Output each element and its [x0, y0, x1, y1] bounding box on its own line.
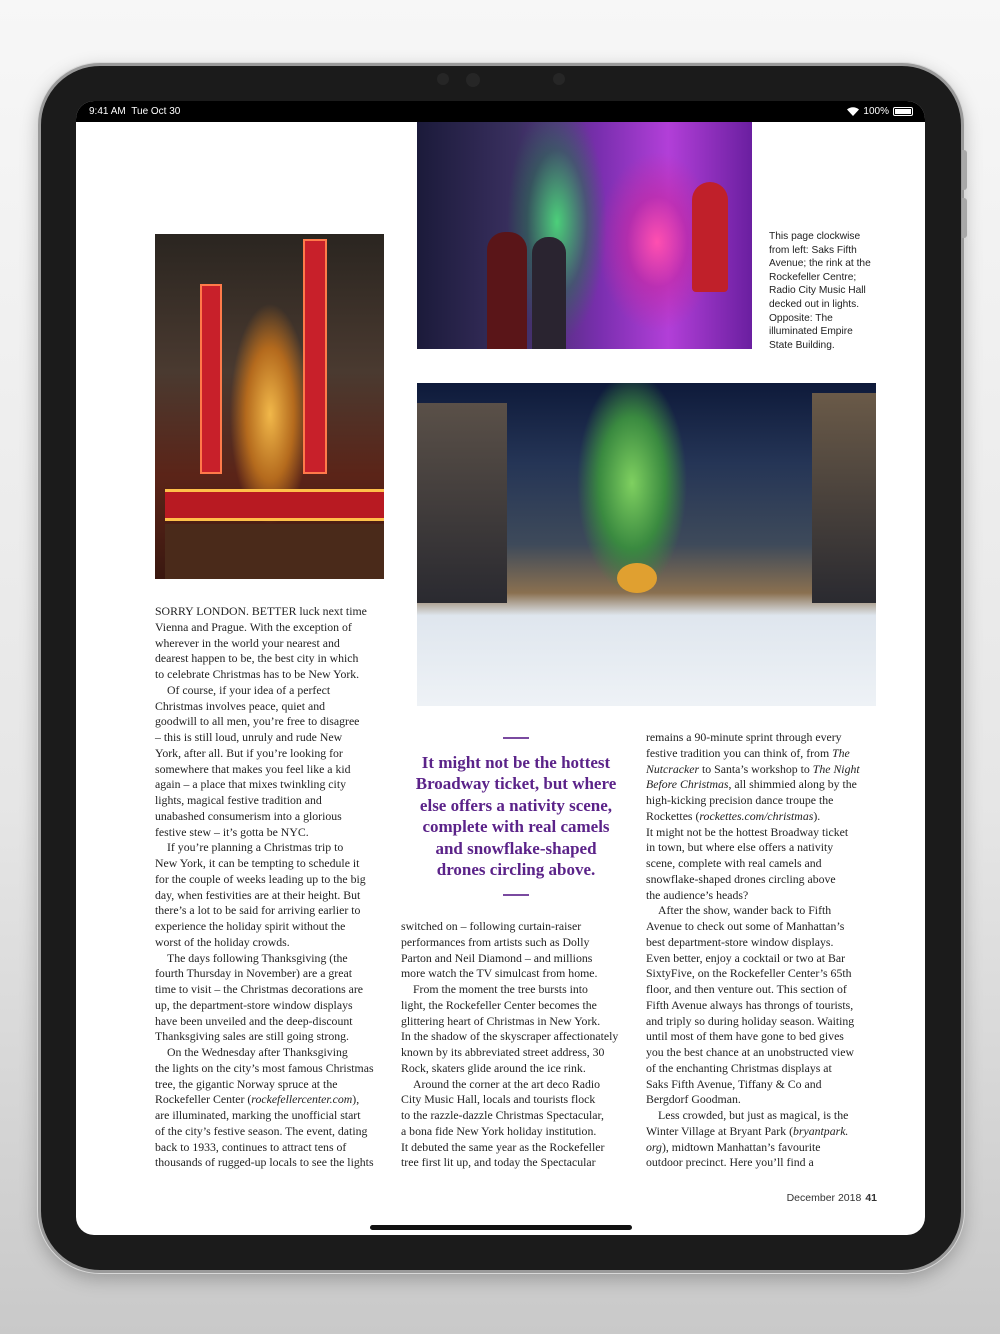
- pull-quote-text: else offers a nativity scene,: [419, 795, 613, 815]
- text-line-content: tree, the gigantic Norway spruce at the: [155, 1076, 338, 1091]
- text-line: [646, 1029, 876, 1045]
- text-line-content: It might not be the hottest Broadway ticket: [646, 824, 849, 839]
- text-line: [155, 1077, 385, 1093]
- text-line: [646, 1077, 876, 1093]
- text-line: [155, 951, 385, 967]
- text-line: [646, 856, 876, 872]
- text-line-content: Of course, if your idea of a perfect: [167, 682, 331, 697]
- text-line-content: On the Wednesday after Thanksgiving: [167, 1045, 348, 1059]
- text-line-content: City Music Hall, locals and tourists flock: [401, 1092, 596, 1107]
- text-line-content: After the show, wander back to Fifth: [658, 903, 832, 918]
- rockefeller-rink-photo: [417, 383, 876, 706]
- text-line-content: [646, 746, 850, 762]
- text-line: [401, 919, 631, 935]
- text-line: [646, 1140, 876, 1156]
- text-line: [401, 951, 631, 967]
- text-line-content: SixtyFive, on the Rockefeller Center’s 65th: [646, 966, 852, 981]
- text-line: [646, 746, 876, 762]
- text-line-content: for the couple of weeks leading up to the big: [155, 871, 366, 886]
- pull-quote: [410, 752, 622, 880]
- text-line: [155, 903, 385, 919]
- pull-quote-line: [410, 859, 622, 880]
- text-run: , all shimmied along by the: [728, 777, 857, 792]
- text-line: [155, 1140, 385, 1156]
- text-line: [155, 714, 385, 730]
- battery-percent: 100%: [863, 106, 889, 117]
- text-line-content: [646, 1124, 848, 1140]
- text-line: [646, 1061, 876, 1077]
- text-run: Rockettes (: [646, 808, 700, 823]
- text-line: [646, 793, 876, 809]
- text-line: [155, 872, 385, 888]
- text-line: [646, 982, 876, 998]
- pull-quote-text: drones circling above.: [436, 859, 596, 879]
- text-line: [646, 872, 876, 888]
- text-line: [155, 604, 385, 620]
- text-line: [401, 1092, 631, 1108]
- text-line-content: goodwill to all men, you’re free to disagree: [155, 714, 360, 729]
- pull-quote-rule-bottom: [503, 894, 529, 896]
- text-line-content: [646, 762, 860, 778]
- issue-date: December 2018: [786, 1192, 862, 1204]
- text-line: [646, 1124, 876, 1140]
- text-line-content: Bergdorf Goodman.: [646, 1092, 741, 1107]
- caption-line: Avenue; the rink at the: [769, 258, 871, 270]
- italic-text: Nutcracker: [646, 761, 700, 776]
- text-line: [646, 809, 876, 825]
- volume-up-button[interactable]: [962, 150, 967, 190]
- camera-icon: [466, 73, 480, 87]
- text-line-content: fourth Thursday in November) are a great: [155, 966, 352, 981]
- text-line-content: of the city’s festive season. The event, dating: [155, 1123, 368, 1138]
- text-line-content: tree first lit up, and today the Spectacular: [401, 1155, 596, 1170]
- text-line-content: From the moment the tree bursts into: [413, 982, 588, 996]
- text-line-content: again – a place that mixes twinkling city: [155, 777, 346, 792]
- text-line: [155, 636, 385, 652]
- text-line: [646, 762, 876, 778]
- italic-text: The: [832, 745, 850, 760]
- text-line-content: there’s a lot to be said for arriving earlier to: [155, 903, 361, 918]
- text-line: [401, 1108, 631, 1124]
- sensor-icon: [553, 73, 565, 85]
- text-line-content: thousands of rugged-up locals to see the lights: [155, 1155, 374, 1170]
- text-line: [646, 1108, 876, 1124]
- status-time-date: [89, 106, 180, 117]
- pull-quote-line: [410, 773, 622, 794]
- text-line: [155, 1092, 385, 1108]
- text-line: [401, 1077, 631, 1093]
- text-line: [155, 793, 385, 809]
- text-line: [646, 888, 876, 904]
- text-line: [155, 888, 385, 904]
- text-line-content: worst of the holiday crowds.: [155, 934, 290, 949]
- text-line-content: in town, but where else offers a nativity: [646, 840, 834, 855]
- text-line: [155, 1124, 385, 1140]
- text-line: [646, 777, 876, 793]
- text-line: [646, 825, 876, 841]
- text-run: to Santa’s workshop to: [699, 761, 813, 776]
- text-line-content: switched on – following curtain-raiser: [401, 919, 582, 933]
- text-line: [155, 1014, 385, 1030]
- text-line-content: [646, 809, 820, 825]
- text-line: [155, 1045, 385, 1061]
- text-line: [155, 966, 385, 982]
- text-line: [155, 919, 385, 935]
- text-line: [155, 1061, 385, 1077]
- article-column-1: [155, 604, 385, 1171]
- caption-line: Rockefeller Centre;: [769, 271, 857, 283]
- text-line: [646, 966, 876, 982]
- text-line: [401, 998, 631, 1014]
- text-line-content: light, the Rockefeller Center becomes the: [401, 997, 597, 1012]
- text-line-content: a bona fide New York holiday institution.: [401, 1123, 597, 1138]
- pull-quote-text: complete with real camels: [422, 817, 610, 837]
- wifi-icon: [847, 107, 859, 116]
- text-line: [646, 998, 876, 1014]
- text-line-content: the audience’s heads?: [646, 887, 749, 902]
- text-line: [155, 730, 385, 746]
- text-line-content: Less crowded, but just as magical, is the: [658, 1108, 849, 1122]
- text-line: [646, 919, 876, 935]
- text-line-content: Christmas involves peace, quiet and: [155, 698, 326, 713]
- text-line: [155, 825, 385, 841]
- caption-line: from left: Saks Fifth: [769, 244, 857, 256]
- text-line-content: The days following Thanksgiving (the: [167, 950, 348, 965]
- text-line: [401, 935, 631, 951]
- text-line: [155, 651, 385, 667]
- text-line-content: outdoor precinct. Here you’ll find a: [646, 1155, 814, 1170]
- text-line-content: snowflake-shaped drones circling above: [646, 871, 836, 886]
- text-run: ).: [813, 808, 821, 823]
- text-line: [401, 1155, 631, 1171]
- radio-city-music-hall-photo: [155, 234, 384, 579]
- italic-text: rockettes.com/christmas: [699, 808, 814, 823]
- pull-quote-line: [410, 816, 622, 837]
- text-line-content: [646, 1140, 821, 1156]
- text-line-content: If you’re planning a Christmas trip to: [167, 840, 344, 855]
- text-line: [155, 1155, 385, 1171]
- text-line: [155, 856, 385, 872]
- text-run: ), midtown Manhattan’s favourite: [661, 1139, 821, 1154]
- text-line: [155, 982, 385, 998]
- text-line: [155, 762, 385, 778]
- text-line: [646, 1092, 876, 1108]
- italic-text: Before Christmas: [646, 777, 729, 792]
- text-line-content: In the shadow of the skyscraper affectionately: [401, 1029, 619, 1044]
- text-line-content: Fifth Avenue always has throngs of tourists,: [646, 997, 854, 1012]
- text-line: [401, 1140, 631, 1156]
- text-line: [646, 730, 876, 746]
- text-line-content: Avenue to check out some of Manhattan’s: [646, 919, 845, 933]
- text-line: [401, 1124, 631, 1140]
- photo-caption: [769, 230, 871, 352]
- text-line-content: York, after all. But if you’re looking for: [155, 745, 343, 760]
- pull-quote-line: [410, 752, 622, 773]
- text-line-content: Rock, skaters glide around the ice rink.: [401, 1060, 586, 1075]
- caption-line: illuminated Empire: [769, 326, 853, 338]
- status-time: 9:41 AM: [89, 106, 126, 117]
- text-run: ),: [352, 1092, 360, 1107]
- pull-quote-line: [410, 795, 622, 816]
- text-line-content: Saks Fifth Avenue, Tiffany & Co and: [646, 1076, 822, 1091]
- caption-line: Opposite: The: [769, 312, 833, 324]
- article-column-3: [646, 730, 876, 1171]
- pull-quote-line: [410, 838, 622, 859]
- text-line-content: Even better, enjoy a cocktail or two at Bar: [646, 950, 846, 965]
- caption-line: Radio City Music Hall: [769, 285, 866, 297]
- text-line-content: have been unveiled and the deep-discount: [155, 1013, 353, 1028]
- caption-line: This page clockwise: [769, 231, 861, 242]
- text-line: [401, 966, 631, 982]
- text-line-content: back to 1933, continues to attract tens of: [155, 1139, 347, 1154]
- text-line-content: to celebrate Christmas has to be New York.: [155, 667, 360, 681]
- pull-quote-text: and snowflake-shaped: [435, 838, 597, 858]
- text-line-content: more watch the TV simulcast from home.: [401, 966, 598, 981]
- text-line: [646, 935, 876, 951]
- text-line-content: Thanksgiving sales are still going strong.: [155, 1029, 349, 1044]
- text-line-content: high-kicking precision dance troupe the: [646, 793, 834, 807]
- text-line: [646, 840, 876, 856]
- text-line: [155, 777, 385, 793]
- page-number: 41: [865, 1192, 877, 1204]
- text-line: [401, 982, 631, 998]
- text-line: [646, 1045, 876, 1061]
- text-line: [155, 683, 385, 699]
- text-line-content: of the enchanting Christmas displays at: [646, 1060, 832, 1075]
- text-line: [155, 1108, 385, 1124]
- text-line-content: somewhere that makes you feel like a kid: [155, 761, 351, 776]
- text-line: [155, 935, 385, 951]
- text-line-content: day, when festivities are at their height. But: [155, 887, 361, 902]
- text-line-content: and triply so during holiday season. Waiting: [646, 1013, 855, 1028]
- text-line-content: [155, 1092, 359, 1108]
- text-line-content: unabashed consumerism into a glorious: [155, 808, 342, 823]
- saks-fifth-avenue-photo: [417, 122, 752, 349]
- pull-quote-text: Broadway ticket, but where: [415, 774, 617, 794]
- text-line-content: until most of them have gone to bed gives: [646, 1029, 844, 1044]
- pull-quote-rule-top: [503, 737, 529, 739]
- text-line: [646, 951, 876, 967]
- text-line-content: to the razzle-dazzle Christmas Spectacular,: [401, 1108, 604, 1122]
- volume-down-button[interactable]: [962, 198, 967, 238]
- text-line: [155, 746, 385, 762]
- italic-text: rockefellercenter.com: [251, 1092, 353, 1107]
- text-line-content: remains a 90-minute sprint through every: [646, 730, 842, 744]
- text-line-content: up, the department-store window displays: [155, 997, 353, 1012]
- text-line-content: best department-store window displays.: [646, 934, 834, 949]
- text-line: [155, 620, 385, 636]
- text-line-content: time to visit – the Christmas decorations are: [155, 982, 364, 996]
- text-line-content: known by its abbreviated street address, 30: [401, 1045, 605, 1059]
- screen: [76, 101, 925, 1235]
- page-folio: [787, 1192, 877, 1204]
- status-date: Tue Oct 30: [131, 106, 181, 117]
- text-line-content: are illuminated, marking the unofficial start: [155, 1108, 361, 1122]
- text-line-content: Parton and Neil Diamond – and millions: [401, 950, 593, 965]
- text-line: [646, 1155, 876, 1171]
- sensor-icon: [437, 73, 449, 85]
- text-line: [155, 840, 385, 856]
- text-line-content: – this is still loud, unruly and rude New: [155, 730, 343, 744]
- battery-icon: [893, 107, 913, 116]
- text-run: Winter Village at Bryant Park (: [646, 1123, 793, 1138]
- text-line: [401, 1061, 631, 1077]
- text-line-content: New York, it can be tempting to schedule it: [155, 856, 360, 870]
- text-line: [155, 1029, 385, 1045]
- text-line-content: wherever in the world your nearest and: [155, 635, 340, 650]
- text-line: [646, 1014, 876, 1030]
- italic-text: org: [646, 1139, 662, 1154]
- status-bar: [76, 101, 925, 122]
- text-line-content: Around the corner at the art deco Radio: [413, 1076, 601, 1091]
- text-line: [401, 1045, 631, 1061]
- italic-text: bryantpark.: [793, 1123, 849, 1138]
- text-line-content: experience the holiday spirit without the: [155, 919, 346, 933]
- text-line: [646, 903, 876, 919]
- text-line-content: glittering heart of Christmas in New York.: [401, 1013, 601, 1028]
- text-line-content: the lights on the city’s most famous Christmas: [155, 1060, 374, 1075]
- caption-line: State Building.: [769, 339, 835, 351]
- text-line-content: dearest happen to be, the best city in which: [155, 651, 359, 666]
- caption-line: decked out in lights.: [769, 298, 860, 310]
- pull-quote-text: It might not be the hottest: [421, 753, 611, 772]
- text-run: Rockefeller Center (: [155, 1092, 252, 1107]
- text-line-content: SORRY LONDON. BETTER luck next time: [155, 604, 367, 618]
- text-line: [155, 667, 385, 683]
- text-line-content: scene, complete with real camels and: [646, 856, 822, 870]
- italic-text: The Night: [812, 761, 860, 776]
- text-line: [155, 998, 385, 1014]
- home-indicator[interactable]: [370, 1225, 632, 1230]
- text-run: festive tradition you can think of, from: [646, 745, 833, 760]
- text-line: [155, 809, 385, 825]
- text-line: [401, 1014, 631, 1030]
- text-line-content: [646, 777, 857, 793]
- text-line: [155, 699, 385, 715]
- text-line: [401, 1029, 631, 1045]
- text-line-content: floor, and then venture out. This section of: [646, 982, 847, 996]
- text-line-content: you the best chance at an unobstructed view: [646, 1045, 855, 1059]
- text-line-content: performances from artists such as Dolly: [401, 934, 590, 949]
- text-line-content: lights, magical festive tradition and: [155, 793, 322, 807]
- text-line-content: It debuted the same year as the Rockefeller: [401, 1139, 605, 1154]
- article-column-2: [401, 919, 631, 1171]
- text-line-content: Vienna and Prague. With the exception of: [155, 619, 352, 634]
- text-line-content: festive stew – it’s gotta be NYC.: [155, 824, 309, 839]
